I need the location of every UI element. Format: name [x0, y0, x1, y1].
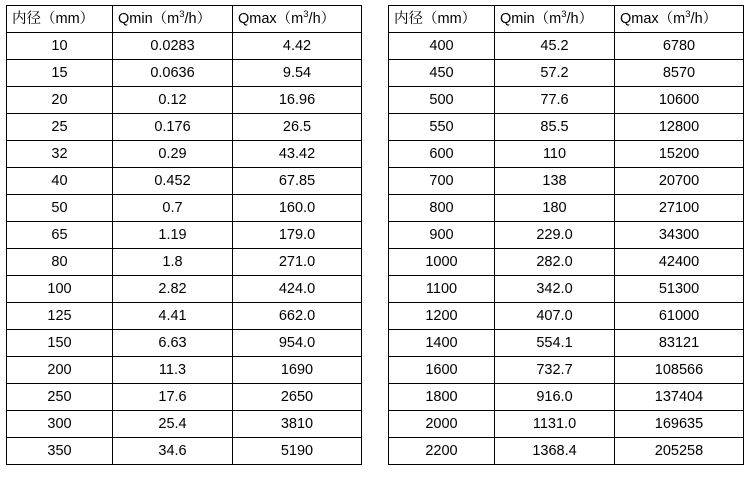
cell-inner-diameter: 300 [7, 411, 113, 438]
table-row [7, 249, 362, 276]
cell-qmin: 1.19 [113, 222, 233, 249]
cell-qmin: 110 [495, 141, 615, 168]
cell-qmin: 282.0 [495, 249, 615, 276]
cell-qmin: 0.7 [113, 195, 233, 222]
table-row [7, 303, 362, 330]
cell-inner-diameter: 25 [7, 114, 113, 141]
table-row [389, 114, 744, 141]
cell-qmax: 169635 [615, 411, 744, 438]
table-row [7, 168, 362, 195]
table-row [389, 60, 744, 87]
cell-inner-diameter: 1600 [389, 357, 495, 384]
table-row [389, 303, 744, 330]
table-row [7, 141, 362, 168]
cell-qmin: 1.8 [113, 249, 233, 276]
cell-inner-diameter: 80 [7, 249, 113, 276]
cell-qmin: 4.41 [113, 303, 233, 330]
table-row [389, 87, 744, 114]
cell-qmin: 732.7 [495, 357, 615, 384]
cell-qmin: 342.0 [495, 276, 615, 303]
column-header-inner-diameter-label: 内径（mm） [12, 11, 95, 27]
table-row [7, 222, 362, 249]
table-row [7, 384, 362, 411]
cell-qmax: 83121 [615, 330, 744, 357]
cell-qmin: 85.5 [495, 114, 615, 141]
cell-qmax: 34300 [615, 222, 744, 249]
cell-inner-diameter: 32 [7, 141, 113, 168]
column-header-inner-diameter [389, 6, 495, 33]
cell-qmax: 10600 [615, 87, 744, 114]
cell-inner-diameter: 400 [389, 33, 495, 60]
table-row [389, 384, 744, 411]
table-row [7, 114, 362, 141]
cell-inner-diameter: 20 [7, 87, 113, 114]
column-header-qmin-unit-tail: /h） [184, 11, 212, 27]
column-header-qmin [495, 6, 615, 33]
table-row [389, 168, 744, 195]
table-row [389, 195, 744, 222]
cell-qmax: 4.42 [233, 33, 362, 60]
cell-qmax: 27100 [615, 195, 744, 222]
cell-qmax: 179.0 [233, 222, 362, 249]
cell-inner-diameter: 2200 [389, 438, 495, 465]
column-header-qmax [233, 6, 362, 33]
cell-qmin: 138 [495, 168, 615, 195]
table-header-row [389, 6, 744, 33]
cell-qmax: 160.0 [233, 195, 362, 222]
cell-qmin: 25.4 [113, 411, 233, 438]
cell-qmin: 6.63 [113, 330, 233, 357]
cell-qmax: 2650 [233, 384, 362, 411]
cell-qmin: 45.2 [495, 33, 615, 60]
cell-qmax: 137404 [615, 384, 744, 411]
column-header-qmax-exponent: 3 [303, 9, 309, 21]
column-header-qmin-exponent: 3 [179, 9, 185, 21]
table-header [389, 6, 744, 33]
cell-qmax: 12800 [615, 114, 744, 141]
table-row [7, 276, 362, 303]
cell-qmax: 424.0 [233, 276, 362, 303]
column-header-inner-diameter [7, 6, 113, 33]
table-row [7, 411, 362, 438]
table-row [389, 357, 744, 384]
table-row [389, 438, 744, 465]
column-header-qmin [113, 6, 233, 33]
cell-qmin: 0.0636 [113, 60, 233, 87]
cell-qmin: 0.29 [113, 141, 233, 168]
table-row [389, 141, 744, 168]
cell-qmin: 57.2 [495, 60, 615, 87]
table-row [389, 330, 744, 357]
cell-inner-diameter: 500 [389, 87, 495, 114]
cell-qmax: 67.85 [233, 168, 362, 195]
cell-qmax: 5190 [233, 438, 362, 465]
table-row [389, 276, 744, 303]
column-header-qmax-label: Qmax（m [238, 11, 304, 27]
cell-inner-diameter: 450 [389, 60, 495, 87]
cell-qmin: 180 [495, 195, 615, 222]
cell-qmin: 0.452 [113, 168, 233, 195]
table-body [7, 33, 362, 465]
cell-inner-diameter: 100 [7, 276, 113, 303]
cell-inner-diameter: 1200 [389, 303, 495, 330]
column-header-qmin-exponent: 3 [561, 9, 567, 21]
cell-inner-diameter: 1800 [389, 384, 495, 411]
cell-inner-diameter: 800 [389, 195, 495, 222]
cell-inner-diameter: 1400 [389, 330, 495, 357]
cell-qmax: 6780 [615, 33, 744, 60]
cell-qmax: 9.54 [233, 60, 362, 87]
large-diameter-flow-table [388, 5, 744, 465]
left-table-container [0, 0, 362, 465]
cell-qmin: 77.6 [495, 87, 615, 114]
table-row [7, 33, 362, 60]
table-header-row [7, 6, 362, 33]
cell-qmax: 271.0 [233, 249, 362, 276]
cell-qmin: 17.6 [113, 384, 233, 411]
cell-qmax: 26.5 [233, 114, 362, 141]
table-row [7, 60, 362, 87]
cell-qmin: 1131.0 [495, 411, 615, 438]
cell-qmin: 34.6 [113, 438, 233, 465]
cell-qmax: 20700 [615, 168, 744, 195]
cell-qmax: 954.0 [233, 330, 362, 357]
cell-inner-diameter: 65 [7, 222, 113, 249]
cell-qmin: 916.0 [495, 384, 615, 411]
cell-qmax: 16.96 [233, 87, 362, 114]
table-row [389, 33, 744, 60]
column-header-qmax [615, 6, 744, 33]
cell-qmin: 407.0 [495, 303, 615, 330]
column-header-qmin-label: Qmin（m [500, 11, 562, 27]
cell-qmax: 205258 [615, 438, 744, 465]
cell-inner-diameter: 150 [7, 330, 113, 357]
cell-inner-diameter: 600 [389, 141, 495, 168]
column-header-qmin-label: Qmin（m [118, 11, 180, 27]
table-row [7, 438, 362, 465]
cell-inner-diameter: 350 [7, 438, 113, 465]
cell-qmin: 2.82 [113, 276, 233, 303]
cell-qmin: 0.12 [113, 87, 233, 114]
cell-qmin: 1368.4 [495, 438, 615, 465]
cell-qmax: 15200 [615, 141, 744, 168]
cell-inner-diameter: 1100 [389, 276, 495, 303]
column-header-qmin-unit-tail: /h） [566, 11, 594, 27]
cell-inner-diameter: 1000 [389, 249, 495, 276]
table-row [7, 87, 362, 114]
column-header-qmax-unit-tail: /h） [308, 11, 336, 27]
cell-qmin: 0.176 [113, 114, 233, 141]
cell-inner-diameter: 700 [389, 168, 495, 195]
table-row [389, 222, 744, 249]
table-body [389, 33, 744, 465]
cell-qmax: 8570 [615, 60, 744, 87]
cell-qmin: 554.1 [495, 330, 615, 357]
column-header-qmax-unit-tail: /h） [690, 11, 718, 27]
column-header-qmax-exponent: 3 [685, 9, 691, 21]
table-row [389, 411, 744, 438]
right-table-container [362, 0, 744, 465]
cell-inner-diameter: 15 [7, 60, 113, 87]
cell-qmax: 43.42 [233, 141, 362, 168]
cell-qmax: 42400 [615, 249, 744, 276]
cell-qmin: 0.0283 [113, 33, 233, 60]
cell-qmax: 3810 [233, 411, 362, 438]
cell-inner-diameter: 40 [7, 168, 113, 195]
cell-inner-diameter: 200 [7, 357, 113, 384]
cell-qmin: 11.3 [113, 357, 233, 384]
cell-inner-diameter: 125 [7, 303, 113, 330]
table-row [7, 195, 362, 222]
table-row [7, 357, 362, 384]
cell-qmax: 61000 [615, 303, 744, 330]
cell-inner-diameter: 50 [7, 195, 113, 222]
cell-qmax: 1690 [233, 357, 362, 384]
cell-qmax: 108566 [615, 357, 744, 384]
cell-inner-diameter: 2000 [389, 411, 495, 438]
cell-inner-diameter: 10 [7, 33, 113, 60]
table-row [389, 249, 744, 276]
table-header [7, 6, 362, 33]
cell-inner-diameter: 900 [389, 222, 495, 249]
cell-qmax: 662.0 [233, 303, 362, 330]
column-header-qmax-label: Qmax（m [620, 11, 686, 27]
cell-qmin: 229.0 [495, 222, 615, 249]
column-header-inner-diameter-label: 内径（mm） [394, 11, 477, 27]
table-row [7, 330, 362, 357]
cell-inner-diameter: 550 [389, 114, 495, 141]
small-diameter-flow-table [6, 5, 362, 465]
cell-inner-diameter: 250 [7, 384, 113, 411]
cell-qmax: 51300 [615, 276, 744, 303]
